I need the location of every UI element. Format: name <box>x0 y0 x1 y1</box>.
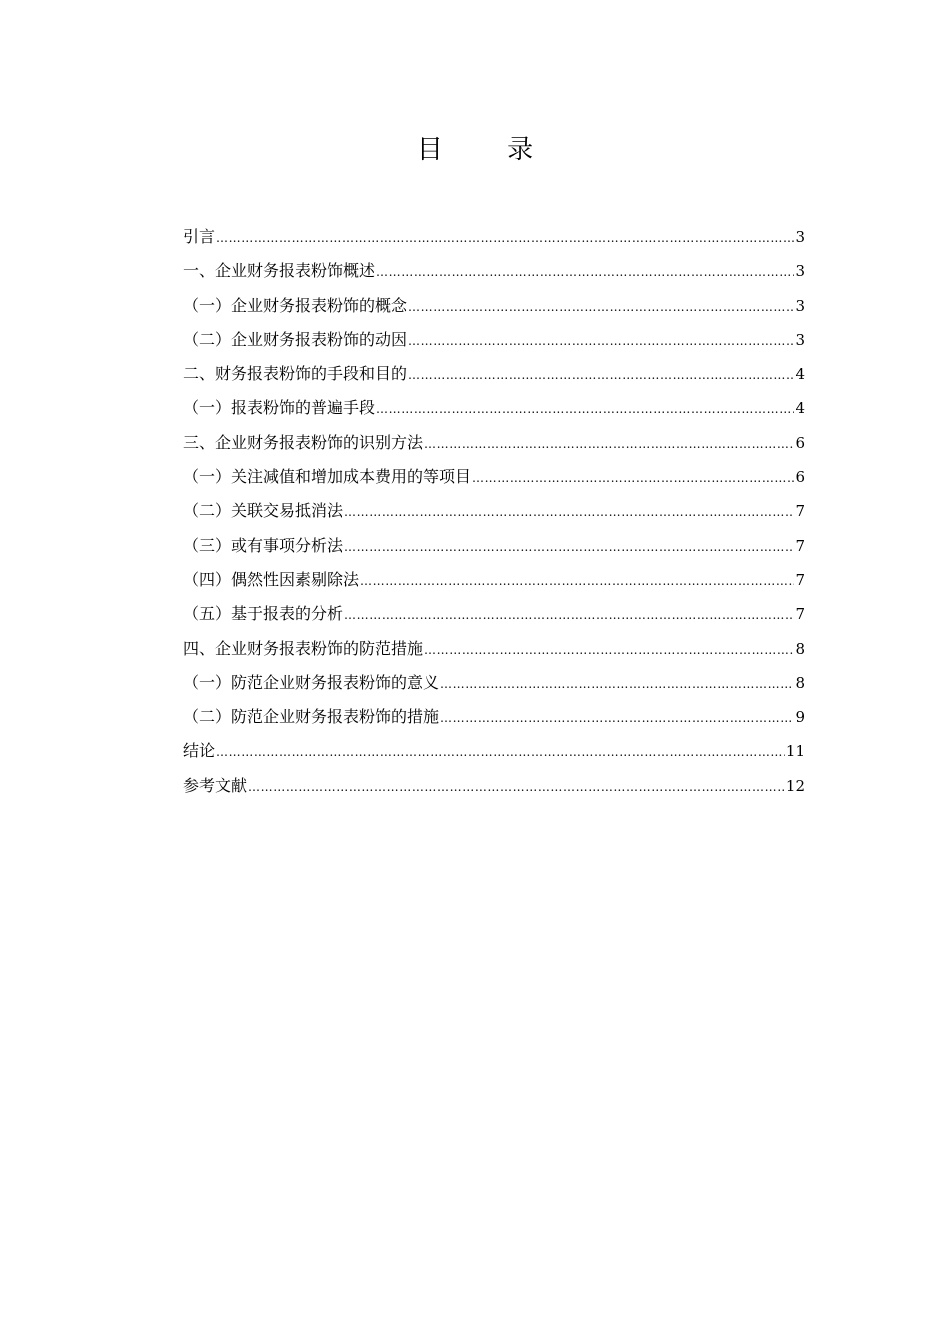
toc-entry-section-3-2[interactable] <box>183 494 805 528</box>
toc-entry-page: 11 <box>785 742 805 761</box>
toc-entry-label: （一）企业财务报表粉饰的概念 <box>183 295 408 315</box>
toc-entry-section-4-1[interactable] <box>183 666 805 700</box>
toc-entry-page: 3 <box>795 228 805 246</box>
toc-entry-page: 7 <box>795 605 805 624</box>
toc-entry-label: （二）企业财务报表粉饰的动因 <box>183 329 408 349</box>
toc-leader-dots <box>376 392 794 426</box>
toc-entry-section-1-1[interactable] <box>183 289 805 323</box>
toc-leader-dots <box>408 358 794 392</box>
toc-entry-section-1[interactable] <box>183 254 805 288</box>
toc-entry-page: 8 <box>795 639 805 658</box>
toc-leader-dots <box>472 461 794 495</box>
toc-leader-dots <box>248 770 785 804</box>
toc-entry-label: 结论 <box>183 741 216 761</box>
toc-entry-label: 四、企业财务报表粉饰的防范措施 <box>183 638 424 658</box>
toc-entry-page: 12 <box>785 776 805 795</box>
toc-leader-dots <box>344 598 794 632</box>
toc-entry-page: 9 <box>795 708 805 727</box>
toc-leader-dots <box>216 735 785 769</box>
toc-entry-label: （一）防范企业财务报表粉饰的意义 <box>183 672 440 692</box>
page-title: 目 录 <box>416 135 562 165</box>
toc-entry-label: 引言 <box>183 227 216 246</box>
toc-entry-intro[interactable] <box>183 220 805 254</box>
toc-entry-conclusion[interactable] <box>183 734 805 768</box>
toc-entry-label: 三、企业财务报表粉饰的识别方法 <box>183 432 424 452</box>
toc-entry-page: 3 <box>795 262 805 281</box>
toc-leader-dots <box>360 564 794 598</box>
toc-entry-section-4-2[interactable] <box>183 700 805 734</box>
toc-leader-dots <box>440 667 794 701</box>
toc-entry-page: 4 <box>795 399 805 418</box>
toc-entry-page: 8 <box>795 673 805 692</box>
toc-leader-dots <box>440 701 794 735</box>
toc-entry-label: 一、企业财务报表粉饰概述 <box>183 261 376 281</box>
toc-entry-page: 6 <box>795 433 805 452</box>
toc-leader-dots <box>408 290 794 324</box>
toc-leader-dots <box>408 324 794 358</box>
toc-entry-label: （一）关注减值和增加成本费用的等项目 <box>183 467 472 487</box>
toc-entry-label: 二、财务报表粉饰的手段和目的 <box>183 364 408 384</box>
toc-leader-dots <box>376 255 794 289</box>
toc-entry-section-3-3[interactable] <box>183 529 805 563</box>
toc-entry-section-1-2[interactable] <box>183 323 805 357</box>
toc-entry-page: 6 <box>795 468 805 487</box>
toc-entry-references[interactable] <box>183 769 805 803</box>
toc-entry-label: （二）防范企业财务报表粉饰的措施 <box>183 707 440 727</box>
toc-entry-page: 4 <box>795 365 805 384</box>
toc-entry-section-2-1[interactable] <box>183 391 805 425</box>
toc-entry-label: （一）报表粉饰的普遍手段 <box>183 398 376 418</box>
toc-leader-dots <box>216 221 794 255</box>
toc-entry-page: 3 <box>795 330 805 349</box>
toc-entry-section-3[interactable] <box>183 426 805 460</box>
toc-leader-dots <box>424 633 794 667</box>
toc-entry-label: （二）关联交易抵消法 <box>183 501 344 521</box>
toc-entry-section-2[interactable] <box>183 357 805 391</box>
toc-entry-label: （四）偶然性因素剔除法 <box>183 569 360 589</box>
toc-entry-section-4[interactable] <box>183 632 805 666</box>
toc-entry-page: 7 <box>795 536 805 555</box>
toc-entry-section-3-4[interactable] <box>183 563 805 597</box>
toc-leader-dots <box>344 530 794 564</box>
toc-entry-label: 参考文献 <box>183 775 248 795</box>
toc-entry-page: 3 <box>795 296 805 315</box>
toc-leader-dots <box>344 495 794 529</box>
toc-entry-section-3-1[interactable] <box>183 460 805 494</box>
toc-entry-section-3-5[interactable] <box>183 597 805 631</box>
table-of-contents <box>183 220 805 803</box>
toc-entry-page: 7 <box>795 570 805 589</box>
toc-entry-page: 7 <box>795 502 805 521</box>
toc-leader-dots <box>424 427 794 461</box>
toc-entry-label: （三）或有事项分析法 <box>183 535 344 555</box>
toc-entry-label: （五）基于报表的分析 <box>183 604 344 624</box>
